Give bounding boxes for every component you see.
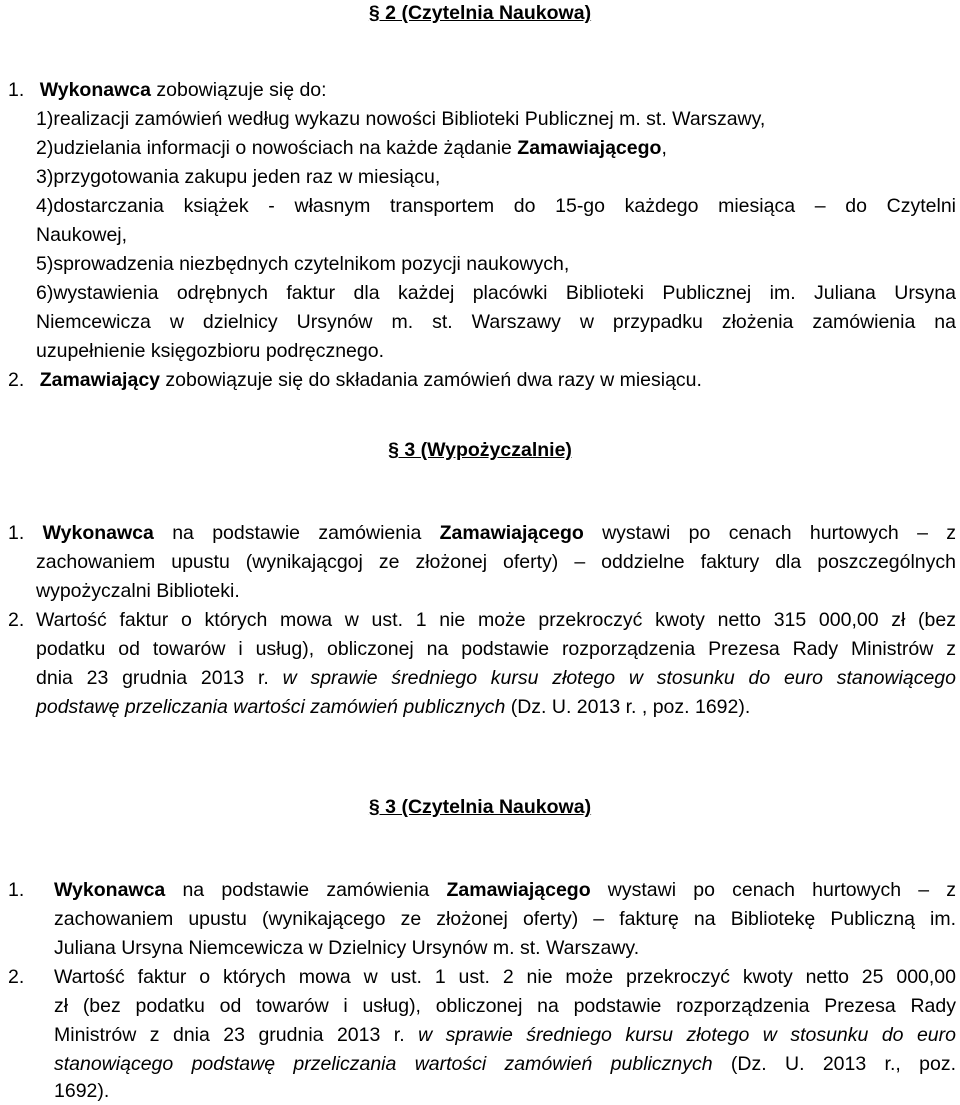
legal-reference: podstawę przeliczania wartości zamówień publicznych bbox=[36, 696, 506, 718]
s2-paragraph-1-line-2: zachowaniem upustu (wynikającgoj ze złożonej oferty) – oddzielne faktury dla poszczególnych bbox=[36, 551, 956, 573]
list-item-6-line-3: uzupełnienie księgozbioru podręcznego. bbox=[36, 340, 384, 362]
s3-paragraph-2-line-2: zł (bez podatku od towarów i usług), obliczonej na podstawie rozporządzenia Prezesa Rady bbox=[54, 995, 956, 1017]
s2-paragraph-1-line-3: wypożyczalni Biblioteki. bbox=[36, 580, 240, 602]
s2-paragraph-2-line-4 bbox=[36, 694, 750, 721]
s3-paragraph-2-line-4 bbox=[54, 1051, 956, 1078]
paragraph-text: na podstawie zamówienia bbox=[153, 522, 440, 544]
s2-paragraph-2-line-2: podatku od towarów i usług), obliczonej na podstawie rozporządzenia Prezesa Rady Ministrów z bbox=[36, 638, 956, 660]
paragraph-number: 1. bbox=[8, 79, 25, 101]
party-wykonawca: Wykonawca bbox=[42, 522, 154, 544]
paragraph-number: 1. bbox=[8, 522, 25, 544]
paragraph-text: dnia 23 grudnia 2013 r. bbox=[36, 667, 283, 689]
paragraph-2 bbox=[8, 367, 702, 394]
list-item-4-line-2: Naukowej, bbox=[36, 224, 128, 246]
list-item-6-line-1: 6)wystawienia odrębnych faktur dla każdej placówki Biblioteki Publicznej im. Juliana Ursyna bbox=[36, 282, 956, 304]
party-zamawiajacy: Zamawiającego bbox=[439, 522, 584, 544]
s3-paragraph-1-line-2: zachowaniem upustu (wynikającego ze złożonej oferty) – fakturę na Bibliotekę Publiczną im. bbox=[54, 908, 956, 930]
party-zamawiajacy: Zamawiającego bbox=[446, 879, 591, 901]
paragraph-text: zobowiązuje się do składania zamówień dwa razy w miesiącu. bbox=[160, 369, 702, 391]
s2-paragraph-2-line-1: Wartość faktur o których mowa w ust. 1 nie może przekroczyć kwoty netto 315 000,00 zł (bez bbox=[36, 609, 956, 631]
s3-paragraph-1-line-1 bbox=[54, 877, 956, 904]
paragraph-1-intro bbox=[8, 77, 327, 104]
party-wykonawca: Wykonawca bbox=[39, 79, 151, 101]
list-item-6-line-2: Niemcewicza w dzielnicy Ursynów m. st. Warszawy w przypadku złożenia zamówienia na bbox=[36, 311, 956, 333]
list-item-text: , bbox=[661, 137, 667, 159]
section-heading-wypozyczalnie: § 3 (Wypożyczalnie) bbox=[388, 439, 572, 461]
party-zamawiajacy: Zamawiającego bbox=[517, 137, 662, 159]
paragraph-text: zobowiązuje się do: bbox=[150, 79, 327, 101]
party-wykonawca: Wykonawca bbox=[54, 879, 166, 901]
s3-paragraph-2-line-1: Wartość faktur o których mowa w ust. 1 ust. 2 nie może przekroczyć kwoty netto 25 000,00 bbox=[54, 966, 956, 988]
paragraph-text: na podstawie zamówienia bbox=[165, 879, 447, 901]
paragraph-number: 2. bbox=[8, 966, 25, 988]
paragraph-number: 2. bbox=[8, 609, 25, 631]
party-zamawiajacy: Zamawiający bbox=[39, 369, 161, 391]
s2-paragraph-1-line-1 bbox=[8, 520, 956, 547]
paragraph-text: (Dz. U. 2013 r., poz. bbox=[712, 1053, 956, 1075]
paragraph-number: 2. bbox=[8, 369, 25, 391]
section-heading-czytelnia-2: § 2 (Czytelnia Naukowa) bbox=[368, 2, 592, 24]
paragraph-number: 1. bbox=[8, 879, 25, 901]
s3-paragraph-2-line-5: 1692). bbox=[54, 1080, 110, 1102]
list-item-2 bbox=[36, 135, 667, 162]
s3-paragraph-2-line-3 bbox=[54, 1022, 956, 1049]
legal-reference: stanowiącego podstawę przeliczania wartości zamówień publicznych bbox=[54, 1053, 713, 1075]
paragraph-text: (Dz. U. 2013 r. , poz. 1692). bbox=[505, 696, 751, 718]
list-item-3: 3)przygotowania zakupu jeden raz w miesiącu, bbox=[36, 166, 441, 188]
paragraph-text: wystawi po cenach hurtowych – z bbox=[583, 522, 956, 544]
paragraph-text: wystawi po cenach hurtowych – z bbox=[590, 879, 956, 901]
legal-reference: w sprawie średniego kursu złotego w stosunku do euro stanowiącego bbox=[282, 667, 956, 689]
list-item-5: 5)sprowadzenia niezbędnych czytelnikom pozycji naukowych, bbox=[36, 253, 570, 275]
list-item-1: 1)realizacji zamówień według wykazu nowości Biblioteki Publicznej m. st. Warszawy, bbox=[36, 108, 766, 130]
section-heading-czytelnia-3: § 3 (Czytelnia Naukowa) bbox=[368, 796, 592, 818]
s3-paragraph-1-line-3: Juliana Ursyna Niemcewicza w Dzielnicy Ursynów m. st. Warszawy. bbox=[54, 937, 640, 959]
legal-reference: w sprawie średniego kursu złotego w stosunku do euro bbox=[418, 1024, 956, 1046]
list-item-4-line-1: 4)dostarczania książek - własnym transportem do 15-go każdego miesiąca – do Czytelni bbox=[36, 195, 956, 217]
paragraph-text: Ministrów z dnia 23 grudnia 2013 r. bbox=[54, 1024, 419, 1046]
list-item-text: 2)udzielania informacji o nowościach na każde żądanie bbox=[36, 137, 518, 159]
s2-paragraph-2-line-3 bbox=[36, 665, 956, 692]
